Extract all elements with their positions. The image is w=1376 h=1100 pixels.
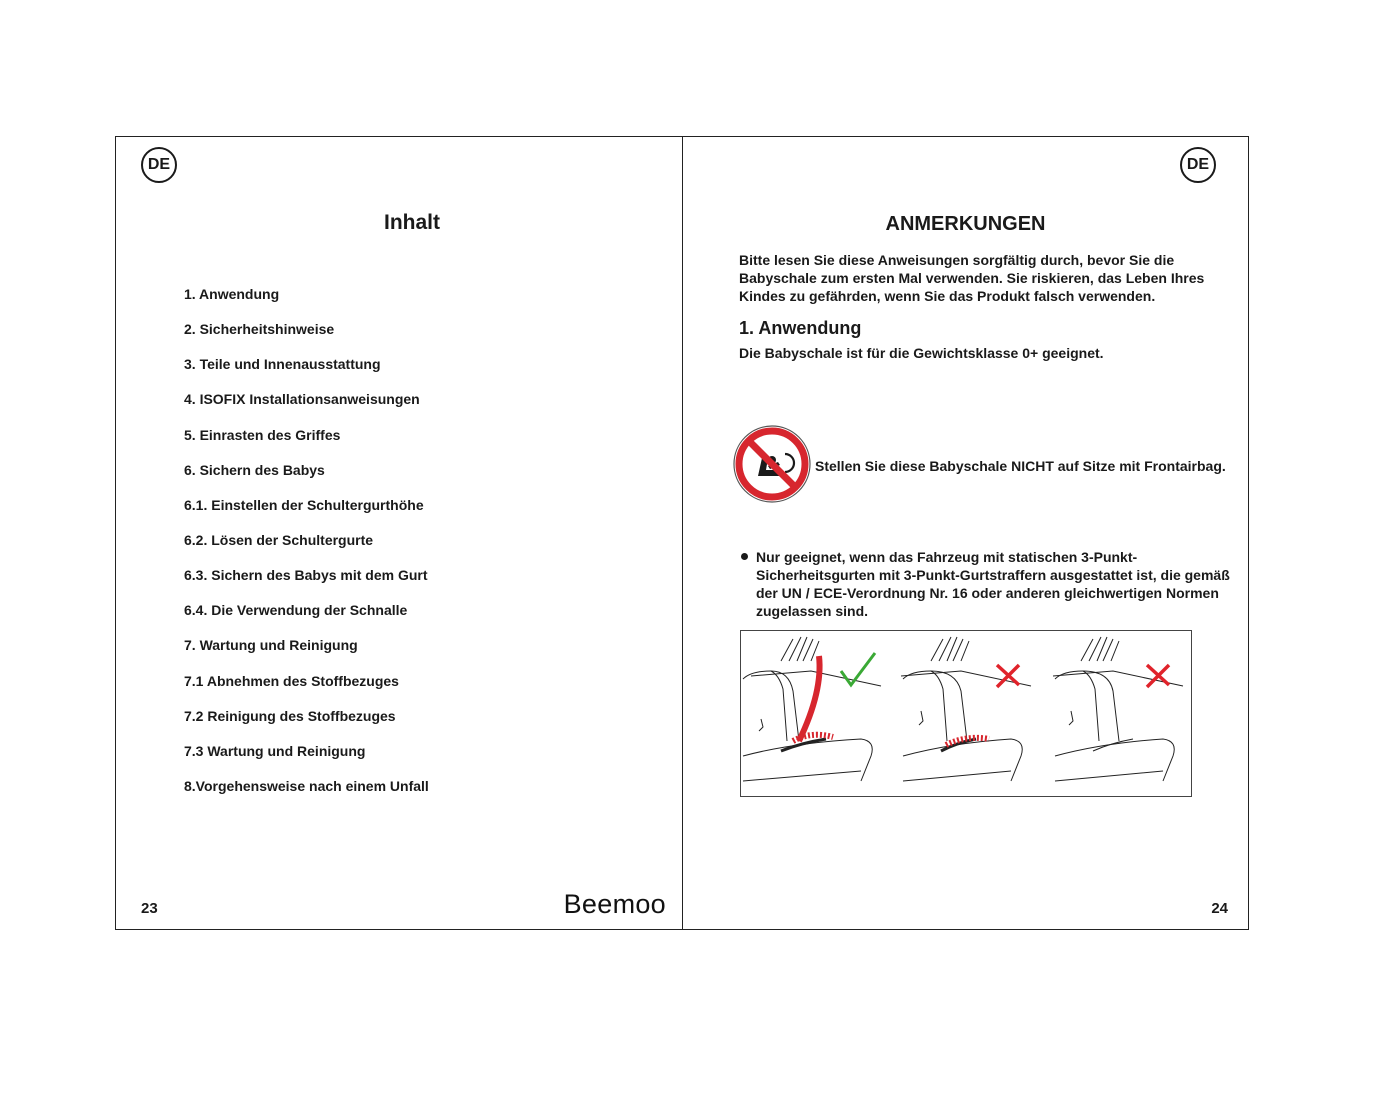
- toc-item: 8.Vorgehensweise nach einem Unfall: [184, 777, 429, 794]
- airbag-warning-text: Stellen Sie diese Babyschale NICHT auf Sitze mit Frontairbag.: [815, 458, 1226, 474]
- requirements-list: [739, 548, 1239, 620]
- no-airbag-prohibition-icon: [732, 424, 812, 504]
- seat-belt-diagram: [740, 630, 1192, 797]
- toc-item: 7.1 Abnehmen des Stoffbezuges: [184, 672, 399, 689]
- toc-item: 6.4. Die Verwendung der Schnalle: [184, 602, 408, 619]
- belt-strap: [799, 656, 820, 741]
- toc-item: 7. Wartung und Reinigung: [184, 637, 358, 654]
- brand-logo: Beemoo: [563, 889, 666, 919]
- section-heading: 1. Anwendung: [739, 318, 862, 338]
- toc-title: Inhalt: [384, 211, 440, 234]
- right-page: [683, 137, 1248, 929]
- cross-icon: [997, 665, 1019, 687]
- language-badge: DE: [1180, 147, 1216, 183]
- page-number: 24: [1211, 900, 1228, 917]
- seat-wrong-illustration-2: [1053, 637, 1183, 781]
- seat-wrong-illustration-1: [901, 637, 1031, 781]
- toc-item: 6.2. Lösen der Schultergurte: [184, 531, 374, 548]
- section-text: Die Babyschale ist für die Gewichtsklasse 0+ geeignet.: [739, 345, 1104, 361]
- check-icon: [841, 653, 875, 685]
- toc-item: 7.2 Reinigung des Stoffbezuges: [184, 707, 396, 724]
- toc-item: 1. Anwendung: [184, 286, 280, 302]
- left-page: [116, 137, 683, 929]
- toc-item: 3. Teile und Innenausstattung: [184, 356, 381, 373]
- toc-item: 6.3. Sichern des Babys mit dem Gurt: [184, 567, 428, 584]
- booklet-spread: [115, 136, 1249, 930]
- toc-item: 4. ISOFIX Installationsanweisungen: [184, 391, 420, 408]
- table-of-contents: [184, 285, 429, 812]
- toc-item: 2. Sicherheitshinweise: [184, 321, 335, 338]
- intro-paragraph: Bitte lesen Sie diese Anweisungen sorgfältig durch, bevor Sie die Babyschale zum ersten Mal verwenden. Sie riskieren, das Leben Ihres Kindes zu gefährden, wenn Sie das Produkt falsch verwenden.: [739, 252, 1205, 304]
- notes-title: ANMERKUNGEN: [885, 213, 1046, 235]
- toc-item: 7.3 Wartung und Reinigung: [184, 742, 366, 759]
- language-badge: DE: [141, 147, 177, 183]
- toc-item: 6. Sichern des Babys: [184, 461, 325, 478]
- toc-item: 5. Einrasten des Griffes: [184, 426, 341, 443]
- page-number: 23: [141, 900, 158, 917]
- requirement-item: Nur geeignet, wenn das Fahrzeug mit statischen 3-Punkt-Sicherheitsgurten mit 3-Punkt-Gurtstraffern ausgestattet ist, die gemäß der UN / ECE-Verordnung Nr. 16 oder anderen gleichwertigen Normen zugelassen sind.: [739, 548, 1239, 620]
- cross-icon: [1147, 665, 1169, 687]
- toc-item: 6.1. Einstellen der Schultergurthöhe: [184, 496, 424, 513]
